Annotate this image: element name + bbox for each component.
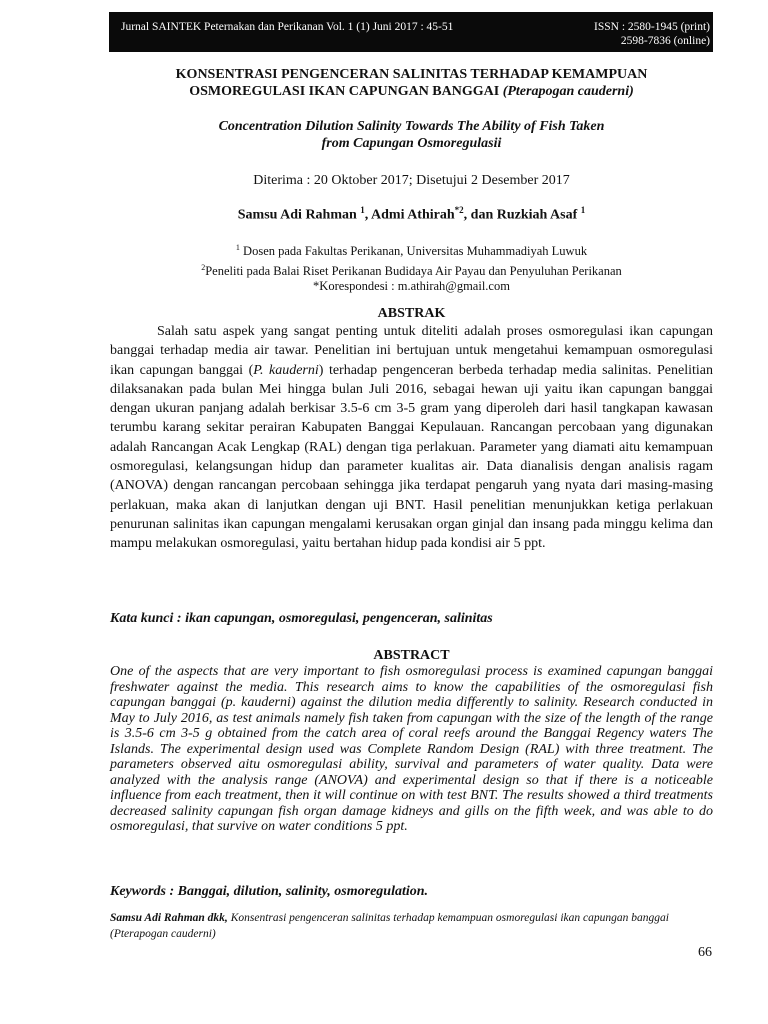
received-date: Diterima : 20 Oktober 2017; Disetujui 2 Desember 2017 xyxy=(253,173,570,188)
paper-title xyxy=(110,66,713,100)
page-number: 66 xyxy=(698,945,712,960)
paper-title-english xyxy=(110,118,713,152)
affiliation-2-sup: 2 xyxy=(201,262,206,272)
abstract-text: One of the aspects that are very important to fish osmoregulasi process is examined capungan banggai freshwater against the media. This research aims to know the capabilities of the osmoregulasi fish capungan banggai (p. kauderni) against the dilution media differently to salinity. Research conducted in May to July 2016, as test animals namely fish taken from capungan with the size of the length of the range is 3.5-6 cm 3-5 g obtained from the catch area of coral reefs around the Banggai Regency waters The Islands. The experimental design used was Complete Random Design (RAL) with three treatment. The parameters observed aitu osmoregulasi ability, survival and parameters of water quality. Data were analyzed with the analysis range (ANOVA) and experimental design so that if there is a noticeable influence from each treatment, then it will continue on with test BNT. The results showed a third treatments decreased salinity capungan fish organ damage kidneys and gills on the fifth week, and was able to do osmoregulasi, that survive on water conditions 5 ppt. xyxy=(110,664,713,834)
title-line-2-text: OSMOREGULASI IKAN CAPUNGAN BANGGAI xyxy=(189,84,503,99)
author-3: , dan Ruzkiah Asaf xyxy=(463,207,581,223)
author-2-sup: *2 xyxy=(454,205,464,215)
affiliation-1-sup: 1 xyxy=(235,243,240,252)
author-3-sup: 1 xyxy=(580,205,586,215)
issn-print: ISSN : 2580-1945 (print) xyxy=(594,21,710,33)
issn-block xyxy=(594,20,710,48)
affiliations xyxy=(110,240,713,295)
citation-text: Konsentrasi pengenceran salinitas terhadap kemampuan osmoregulasi ikan capungan banggai (Pterapogan cauderni) xyxy=(110,912,669,940)
affiliation-2-text: Peneliti pada Balai Riset Perikanan Budidaya Air Payau dan Penyuluhan Perikanan xyxy=(205,263,622,278)
correspondence: *Korespondesi : m.athirah@gmail.com xyxy=(313,279,510,294)
journal-citation: Jurnal SAINTEK Peternakan dan Perikanan Vol. 1 (1) Juni 2017 : 45-51 xyxy=(121,21,454,33)
title-line-1: KONSENTRASI PENGENCERAN SALINITAS TERHADAP KEMAMPUAN xyxy=(175,67,648,82)
abstract-heading: ABSTRACT xyxy=(373,648,450,663)
author-1-sup: 1 xyxy=(360,205,365,215)
journal-header xyxy=(109,12,713,52)
abstrak-text-part-2: ) terhadap pengenceran berbeda terhadap media salinitas. Penelitian dilaksanakan pada bulan Mei hingga bulan Juli 2016, sebagai hewan uji yaitu ikan capungan banggai dengan ukuran panjang adalah berkisar 3.5-6 cm 3-5 gram yang diperoleh dari hasil tangkapan kawasan terumbu karang sekitar perairan Kabupaten Banggai Kepulauan. Rancangan percobaan yang digunakan adalah Rancangan Acak Lengkap (RAL) dengan tiga perlakuan. Parameter yang diamati aitu kemampuan osmoregulasi, kelangsungan hidup dan parameter kualitas air. Data dianalisis dengan analisis ragam (ANOVA) dengan rancangan percobaan sehingga jika terdapat pengaruh yang nyata dari masing-masing perlakuan, maka akan di lanjutkan dengan uji BNT. Hasil penelitian menunjukkan ketiga perlakuan penurunan salinitas ikan capungan mengalami kerusakan organ ginjal dan insang pada minggu kelima dan mampu melakukan osmoregulasi, yaitu bertahan hidup pada kondisi air 5 ppt. xyxy=(110,362,713,552)
citation-footer xyxy=(110,911,713,942)
keywords: Keywords : Banggai, dilution, salinity, osmoregulation. xyxy=(110,884,429,899)
title-line-2 xyxy=(110,83,713,100)
title-en-line-1: Concentration Dilution Salinity Towards The Ability of Fish Taken xyxy=(218,119,605,134)
affiliation-1 xyxy=(110,240,713,260)
abstrak-text xyxy=(110,322,713,554)
title-en-line-2: from Capungan Osmoregulasii xyxy=(321,136,502,151)
affiliation-1-text: Dosen pada Fakultas Perikanan, Universitas Muhammadiyah Luwuk xyxy=(239,244,588,259)
abstrak-species: P. kauderni xyxy=(253,362,319,378)
author-1: Samsu Adi Rahman xyxy=(237,207,361,223)
abstrak-text-part-1: Salah satu aspek yang sangat penting untuk diteliti adalah proses osmoregulasi ikan capungan banggai terhadap media air tawar. Penelitian ini bertujuan untuk mengetahui kemampuan osmoregulasi ikan capungan banggai ( xyxy=(110,324,713,378)
title-species: (Pterapogan cauderni) xyxy=(502,84,634,99)
abstrak-heading: ABSTRAK xyxy=(377,306,446,321)
kata-kunci: Kata kunci : ikan capungan, osmoregulasi, pengenceran, salinitas xyxy=(110,611,493,626)
citation-authors: Samsu Adi Rahman dkk, xyxy=(110,912,228,924)
author-2: , Admi Athirah xyxy=(364,207,455,223)
affiliation-2 xyxy=(110,260,713,280)
author-list xyxy=(110,202,713,224)
issn-online: 2598-7836 (online) xyxy=(620,35,710,47)
